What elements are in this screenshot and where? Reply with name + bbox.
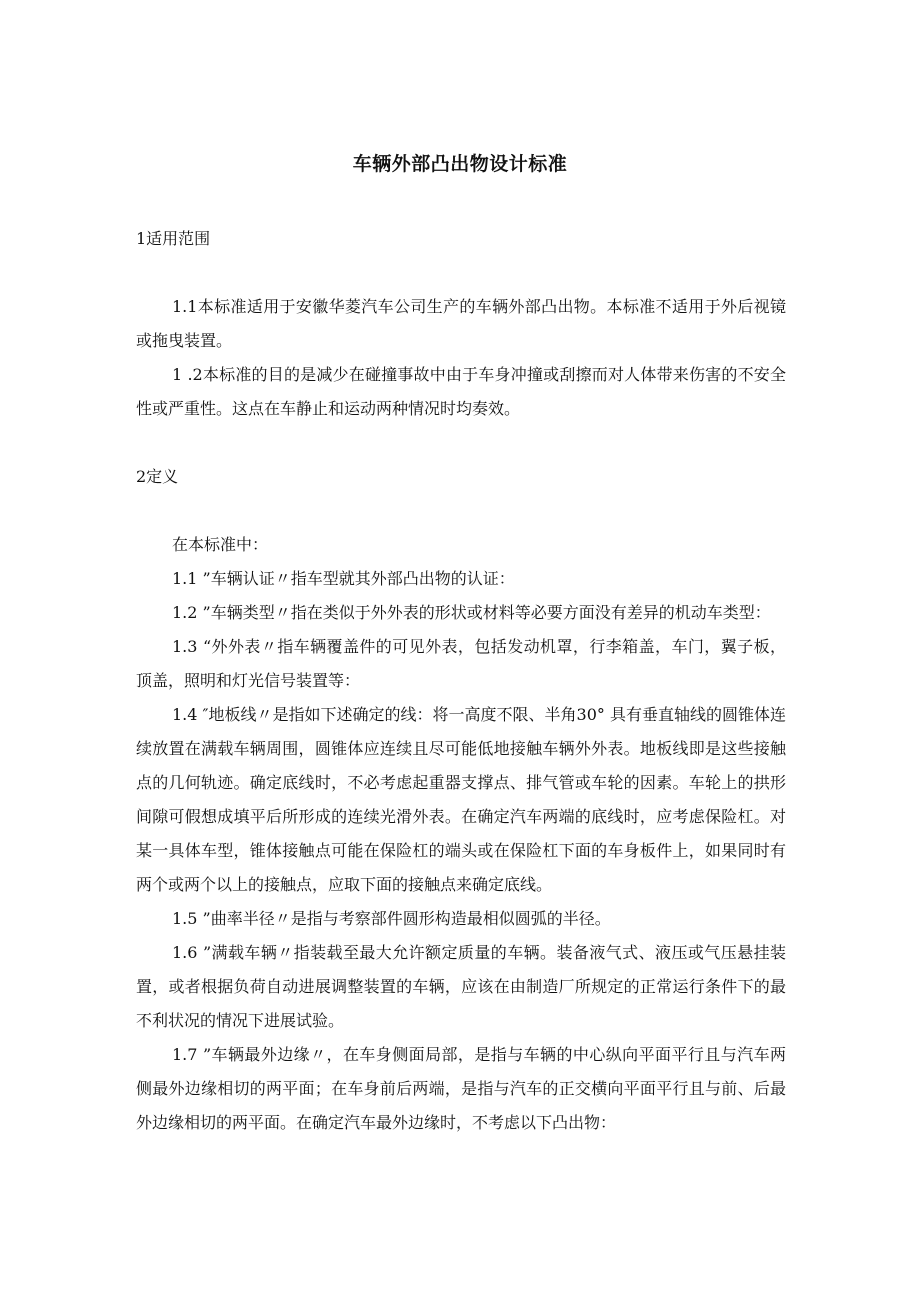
paragraph: 1.2 ”车辆类型〃指在类似于外外表的形状或材料等必要方面没有差异的机动车类型： [172,603,771,622]
paragraph: 1.4 ″地板线〃是指如下述确定的线：将一高度不限、半角30° 具有垂直轴线的圆锥体连续放置在满载车辆周围，圆锥体应连续且尽可能低地接触车辆外外表。地板线即是这些接触点的几何轨迹。确定底线时，不必考虑起重器支撑点、排气管或车轮的因素。车轮上的拱形间隙可假想成填平后所形成的连续光滑外表。在确定汽车两端的底线时，应考虑保险杠。对某一具体车型，锥体接触点可能在保险杠的端头或在保险杠下面的车身板件上，如果同时有两个或两个以上的接触点，应取下面的接触点来确定底线。 [136,705,786,894]
paragraph: 在本标准中： [172,535,269,554]
document-body [136,222,786,1140]
paragraph: 1 .2本标准的目的是减少在碰撞事故中由于车身冲撞或刮擦而对人体带来伤害的不安全性或严重性。这点在车静止和运动两种情况时均奏效。 [136,365,786,418]
section-heading: 1适用范围 [136,229,211,248]
document-title: 车辆外部凸出物设计标准 [352,153,568,175]
paragraph: 1.7 ”车辆最外边缘〃，在车身侧面局部，是指与车辆的中心纵向平面平行且与汽车两侧最外边缘相切的两平面；在车身前后两端，是指与汽车的正交横向平面平行且与前、后最外边缘相切的两平面。在确定汽车最外边缘时，不考虑以下凸出物： [136,1045,786,1132]
spacer [136,256,786,290]
paragraph: 1.5 ”曲率半径〃是指与考察部件圆形构造最相似圆弧的半径。 [172,909,611,928]
paragraph: 1.1本标准适用于安徽华菱汽车公司生产的车辆外部凸出物。本标准不适用于外后视镜或拖曳装置。 [136,297,786,350]
spacer [136,494,786,528]
paragraph: 1.3 “外外表〃指车辆覆盖件的可见外表，包括发动机罩，行李箱盖，车门，翼子板，顶盖，照明和灯光信号装置等： [136,637,786,690]
spacer [136,426,786,460]
section-heading: 2定义 [136,467,179,486]
paragraph: 1.1 ”车辆认证〃指车型就其外部凸出物的认证： [172,569,515,588]
paragraph: 1.6 ”满载车辆〃指装载至最大允许额定质量的车辆。装备液气式、液压或气压悬挂装置，或者根据负荷自动进展调整装置的车辆，应该在由制造厂所规定的正常运行条件下的最不利状况的情况下进展试验。 [136,943,786,1030]
